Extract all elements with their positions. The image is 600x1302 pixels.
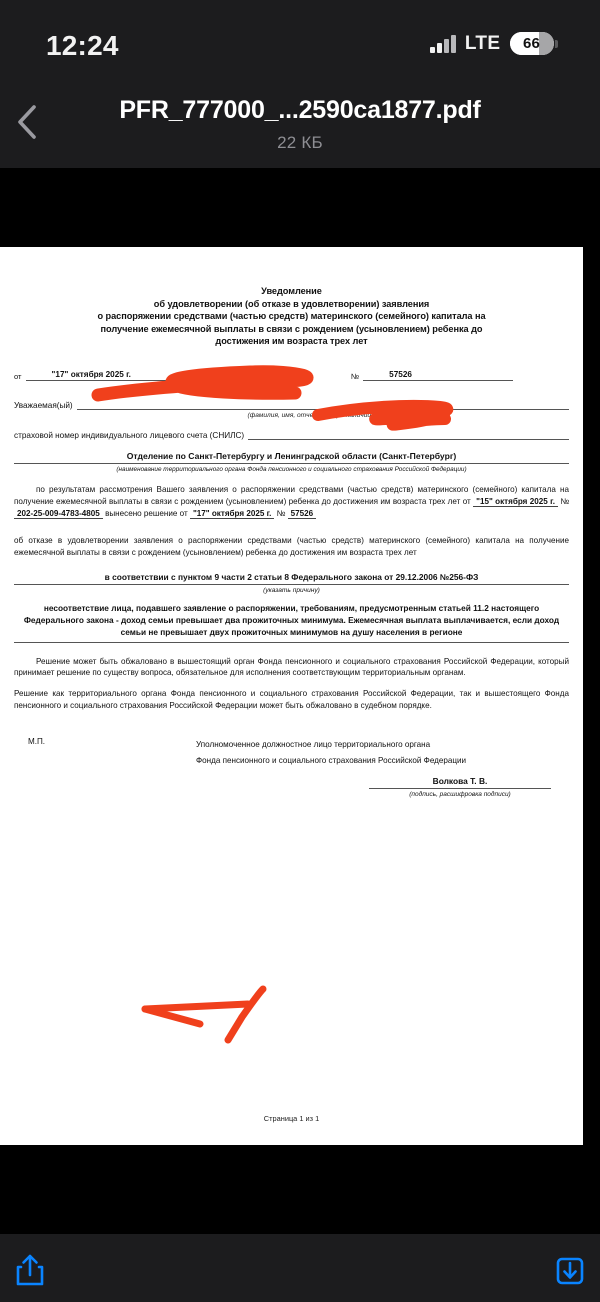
bottom-toolbar bbox=[0, 1234, 600, 1302]
snils-value bbox=[248, 429, 569, 440]
date-label: от bbox=[14, 371, 22, 381]
navigation-bar bbox=[0, 88, 600, 168]
reason-caption: (указать причину) bbox=[263, 587, 320, 595]
number-label: № bbox=[351, 371, 360, 381]
body-paragraph-1 bbox=[14, 484, 569, 519]
signer-name: Волкова Т. В. bbox=[369, 776, 551, 789]
network-type-label: LTE bbox=[464, 32, 501, 54]
decision-date: "17" октября 2025 г. bbox=[190, 509, 274, 519]
snils-row bbox=[14, 429, 569, 440]
addressee-value bbox=[77, 398, 569, 410]
heading-line-4: получение ежемесячной выплаты в связи с рождением (усыновлением) ребенка до bbox=[100, 323, 483, 334]
appeal-paragraph-1: Решение может быть обжаловано в вышестоящий орган Фонда пенсионного и социального страхования Российской Федерации, который принимает решение по существу вопроса, обязательное для исполнения соответствующим территориальным органам. bbox=[14, 656, 569, 678]
application-date: "15" октября 2025 г. bbox=[473, 497, 558, 507]
share-upload-icon bbox=[15, 1253, 45, 1287]
appeal-paragraph-2: Решение как территориального органа Фонда пенсионного и социального страхования Российской Федерации, так и вышестоящего Фонда пенсионного и социального страхования Российской Федерации может быть обжаловано в судебном порядке. bbox=[14, 689, 569, 710]
snils-label: страховой номер индивидуального лицевого счета (СНИЛС) bbox=[14, 430, 245, 440]
heading-line-2: об удовлетворении (об отказе в удовлетворении) заявления bbox=[153, 298, 430, 309]
battery-icon bbox=[510, 32, 559, 55]
date-value: "17" октября 2025 г. bbox=[26, 370, 176, 381]
heading-line-3: о распоряжении средствами (частью средств) материнского (семейного) капитала на bbox=[97, 311, 486, 322]
reason-legal-basis: в соответствии с пунктом 9 части 2 статьи 8 Федерального закона от 29.12.2006 №256-ФЗ bbox=[14, 572, 569, 585]
addressee-caption: (фамилия, имя, отчество (при наличии)) bbox=[247, 411, 376, 419]
addressee-label: Уважаемая(ый) bbox=[14, 400, 73, 410]
document-page bbox=[0, 247, 583, 1145]
body-p1-mid: вынесено решение от bbox=[105, 508, 188, 518]
organization-caption: (наименование территориального органа Фонда пенсионного и социального страхования Российской Федерации) bbox=[116, 466, 467, 474]
addressee-row bbox=[14, 398, 569, 410]
heading-line-1: Уведомление bbox=[261, 286, 322, 296]
official-line-1: Уполномоченное должностное лицо территориального органа bbox=[196, 740, 431, 750]
status-bar bbox=[0, 0, 600, 88]
battery-percent-label: 66 bbox=[522, 35, 541, 52]
status-bar-clock: 12:24 bbox=[46, 30, 119, 61]
document-size-label: 22 КБ bbox=[277, 133, 323, 152]
reason-text: несоответствие лица, подавшего заявление о распоряжении, требованиям, предусмотренным статьей 11.2 настоящего Федерального закона - доход семьи превышает два прожиточных минимума. Ежемесячная выплата выплачивается, если доход семьи не превышает двух прожиточных минимумов на душу населения в регионе bbox=[14, 603, 569, 642]
document-viewer[interactable] bbox=[0, 168, 600, 1234]
official-line-2: Фонда пенсионного и социального страхования Российской Федерации bbox=[196, 756, 467, 766]
signal-bars-icon bbox=[430, 35, 456, 53]
date-number-row bbox=[14, 370, 569, 381]
document-heading bbox=[14, 285, 569, 348]
stamp-label: М.П. bbox=[28, 737, 46, 747]
status-bar-indicators bbox=[430, 32, 558, 55]
application-number: 202-25-009-4783-4805 bbox=[14, 509, 103, 519]
signature-block bbox=[14, 737, 569, 798]
organization-name: Отделение по Санкт-Петербургу и Ленинградской области (Санкт-Петербург) bbox=[14, 451, 569, 464]
body-p1-pre: по результатам рассмотрения Вашего заявления о распоряжении средствами (частью средств) материнского (семейного) капитала на получение ежемесячной выплаты в связи с рождением (усыновлением) ребенка до достижения им возраста трех лет от bbox=[14, 485, 569, 507]
signature-caption: (подпись, расшифровка подписи) bbox=[409, 791, 511, 799]
number-value: 57526 bbox=[363, 370, 513, 381]
download-icon bbox=[555, 1254, 585, 1286]
decision-number: 57526 bbox=[288, 509, 317, 519]
page-footer-label: Страница 1 из 1 bbox=[263, 1114, 320, 1123]
download-button[interactable] bbox=[548, 1248, 592, 1292]
body-paragraph-2: об отказе в удовлетворении заявления о распоряжении средствами (частью средств) материнского (семейного) капитала на получение ежемесячной выплаты в связи с рождением (усыновлением) ребенка до достижения им возраста трех лет bbox=[14, 536, 569, 557]
share-button[interactable] bbox=[8, 1248, 52, 1292]
heading-line-5: достижения им возраста трех лет bbox=[215, 336, 368, 347]
application-number-label: № bbox=[560, 497, 570, 507]
decision-number-label: № bbox=[276, 508, 286, 518]
document-title: PFR_777000_...2590ca1877.pdf bbox=[119, 96, 481, 124]
